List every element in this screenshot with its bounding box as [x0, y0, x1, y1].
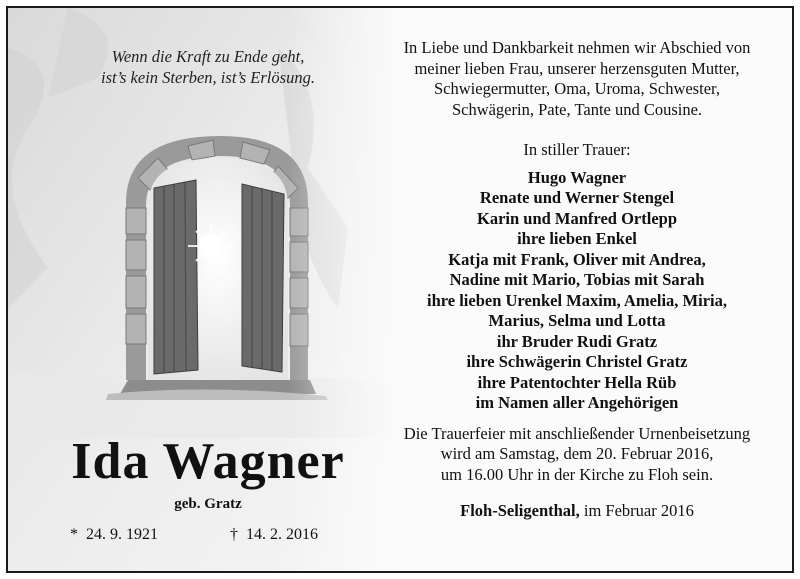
notice-text: [374, 38, 780, 522]
mourning-label: In stiller Trauer:: [523, 140, 631, 159]
motto-line: Wenn die Kraft zu Ende geht,: [111, 47, 305, 66]
mourner-line: ihr Bruder Rudi Gratz: [496, 331, 658, 351]
mourner-line: ihre lieben Urenkel Maxim, Amelia, Miria,: [426, 290, 727, 310]
death-cross-icon: †: [230, 526, 238, 543]
closing-date: im Februar 2016: [583, 501, 694, 520]
place-and-date: [374, 501, 780, 522]
mourner-line: Hugo Wagner: [527, 167, 627, 187]
ceremony-line: wird am Samstag, dem 20. Februar 2016,: [440, 444, 714, 463]
mourner-line: ihre Schwägerin Christel Gratz: [466, 352, 688, 371]
place-name: Floh-Seligenthal,: [460, 501, 580, 520]
death-date-group: [230, 526, 318, 544]
birth-date-group: [70, 526, 158, 544]
mourner-line: ihre lieben Enkel: [517, 229, 637, 248]
death-date: 14. 2. 2016: [246, 526, 318, 543]
ceremony-line: um 16.00 Uhr in der Kirche zu Floh sein.: [440, 464, 714, 484]
mourner-line: Katja mit Frank, Oliver mit Andrea,: [448, 249, 706, 269]
ceremony-line: Die Trauerfeier mit anschließender Urnenbeisetzung: [403, 423, 751, 443]
mourner-line: im Namen aller Angehörigen: [475, 393, 679, 412]
intro-line: Schwiegermutter, Oma, Uroma, Schwester,: [434, 79, 720, 98]
intro-line: meiner lieben Frau, unserer herzensguten Mutter,: [414, 58, 740, 78]
intro-line: In Liebe und Dankbarkeit nehmen wir Abschied von: [403, 38, 751, 57]
motto-poem: [68, 46, 348, 88]
birth-star-icon: *: [70, 526, 78, 543]
birth-date: 24. 9. 1921: [86, 526, 158, 543]
farewell-intro: [374, 38, 780, 120]
mourner-line: ihre Patentochter Hella Rüb: [477, 372, 677, 392]
mourner-line: Renate und Werner Stengel: [479, 188, 675, 207]
deceased-name: Ida Wagner: [71, 433, 345, 490]
mourner-line: Karin und Manfred Ortlepp: [476, 208, 677, 228]
motto-line: ist’s kein Sterben, ist’s Erlösung.: [101, 68, 315, 87]
maiden-name: geb. Gratz: [174, 496, 242, 512]
mourner-line: Marius, Selma und Lotta: [488, 311, 666, 330]
mourners-list: [374, 168, 780, 414]
mourner-line: Nadine mit Mario, Tobias mit Sarah: [449, 270, 705, 289]
obituary-notice: [6, 6, 794, 573]
intro-line: Schwägerin, Pate, Tante und Cousine.: [451, 99, 703, 119]
ceremony-info: [374, 424, 780, 486]
